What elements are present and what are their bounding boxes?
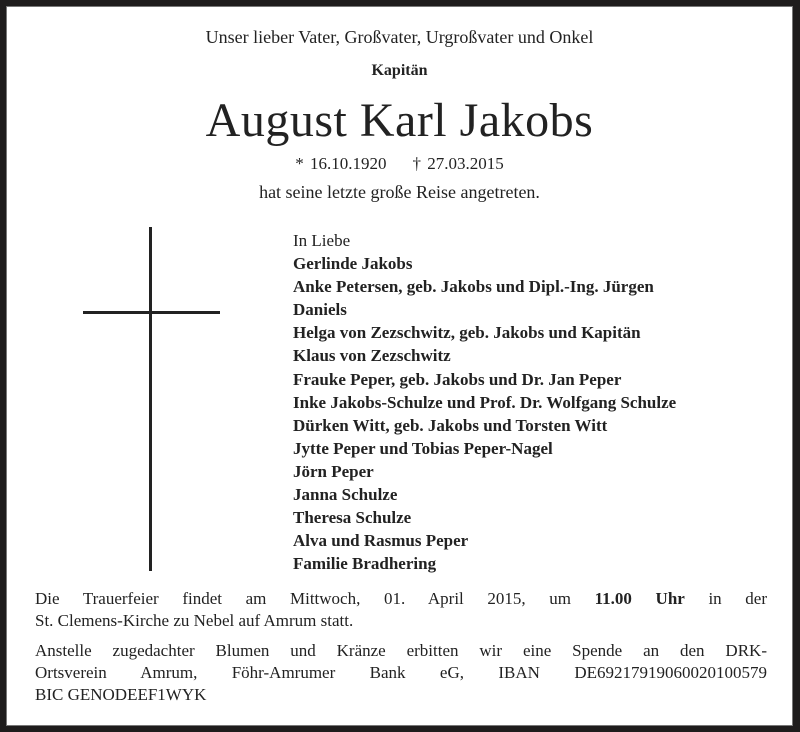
birth-date: * 16.10.1920 <box>295 154 387 173</box>
donation-notice <box>35 640 767 706</box>
mourner-line: Janna Schulze <box>293 485 398 505</box>
mourner-line: Familie Bradhering <box>293 554 437 574</box>
mourner-line: Jytte Peper und Tobias Peper-Nagel <box>293 438 553 458</box>
mourner-line: Theresa Schulze <box>293 508 412 528</box>
life-dates <box>6 154 793 174</box>
mourner-line: Jörn Peper <box>293 461 374 481</box>
mourner-line: Helga von Zezschwitz, geb. Jakobs und Kapitän <box>293 323 641 343</box>
cross-vertical-bar <box>149 227 152 571</box>
mourner-line: Gerlinde Jakobs <box>293 254 413 274</box>
mourner-line: Frauke Peper, geb. Jakobs und Dr. Jan Peper <box>293 369 622 389</box>
subtitle-text: hat seine letzte große Reise angetreten. <box>259 182 540 202</box>
service-line-1 <box>35 588 767 610</box>
service-text: Die Trauerfeier findet am Mittwoch, 01. April 2015, um <box>35 589 571 608</box>
mourner-line: Alva und Rasmus Peper <box>293 531 469 551</box>
mourner-line: Anke Petersen, geb. Jakobs und Dipl.-Ing. Jürgen <box>293 277 654 297</box>
mourner-line: Inke Jakobs-Schulze und Prof. Dr. Wolfgang Schulze <box>293 392 677 412</box>
mourner-line: Daniels <box>293 300 347 320</box>
service-text-end: in der <box>708 589 768 608</box>
service-line-2: St. Clemens-Kirche zu Nebel auf Amrum statt. <box>35 611 354 630</box>
rank-title: Kapitän <box>371 62 428 79</box>
mourner-line: Klaus von Zezschwitz <box>293 346 451 366</box>
obituary-notice <box>6 6 793 726</box>
mourners-list <box>293 229 788 575</box>
mourner-line: Dürken Witt, geb. Jakobs und Torsten Witt <box>293 415 608 435</box>
donation-line-2: Ortsverein Amrum, Föhr-Amrumer Bank eG, IBAN DE69217919060020100579 <box>35 663 767 682</box>
mourners-lead: In Liebe <box>293 231 351 250</box>
intro-text: Unser lieber Vater, Großvater, Urgroßvater und Onkel <box>205 27 594 47</box>
donation-line-3: BIC GENODEEF1WYK <box>35 685 207 704</box>
service-notice <box>35 588 767 632</box>
death-date: † 27.03.2015 <box>412 154 504 173</box>
donation-line-1: Anstelle zugedachter Blumen und Kränze erbitten wir eine Spende an den DRK- <box>35 641 767 660</box>
service-time: 11.00 Uhr <box>594 589 685 608</box>
cross-horizontal-bar <box>83 311 220 314</box>
deceased-name: August Karl Jakobs <box>205 94 594 147</box>
